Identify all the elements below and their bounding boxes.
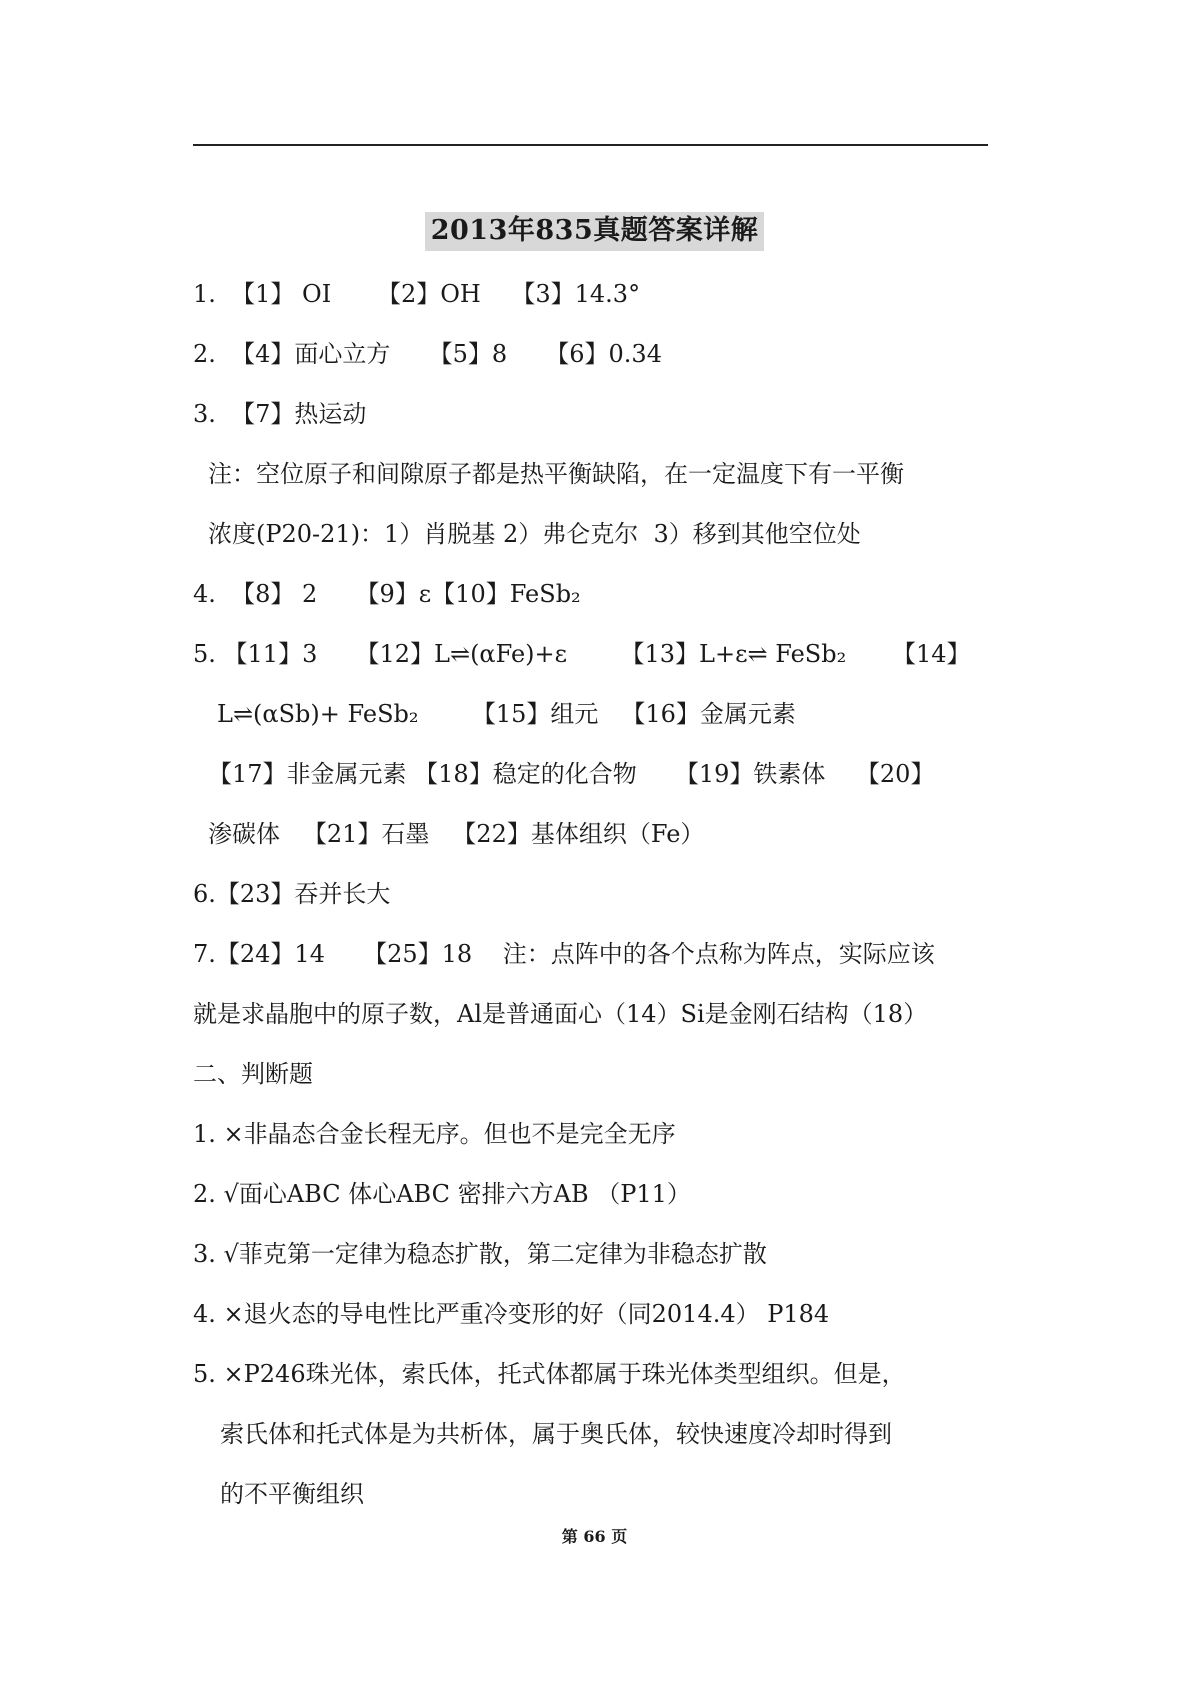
section-heading-judgement: 二、判断题 [193, 1060, 313, 1088]
note-line-2: 浓度(P20-21)：1）肖脱基 2）弗仑克尔 3）移到其他空位处 [208, 520, 861, 548]
judgement-line-1: 1. ×非晶态合金长程无序。但也不是完全无序 [193, 1120, 676, 1148]
answer-line-7b: 就是求晶胞中的原子数，Al是普通面心（14）Si是金刚石结构（18） [193, 1000, 928, 1028]
judgement-line-5c: 的不平衡组织 [220, 1480, 364, 1508]
answer-line-6: 6.【23】吞并长大 [193, 880, 391, 908]
judgement-line-5b: 索氏体和托式体是为共析体，属于奥氏体，较快速度冷却时得到 [220, 1420, 892, 1448]
judgement-line-4: 4. ×退火态的导电性比严重冷变形的好（同2014.4） P184 [193, 1300, 830, 1328]
answer-line-5: 5. 【11】3 【12】L⇌(αFe)+ε 【13】L+ε⇌ FeSb₂ 【14】 [193, 640, 971, 668]
answer-line-2: 2. 【4】面心立方 【5】8 【6】0.34 [193, 340, 662, 368]
judgement-line-2: 2. √面心ABC 体心ABC 密排六方AB （P11） [193, 1180, 691, 1208]
answer-line-5d: 渗碳体 【21】石墨 【22】基体组织（Fe） [208, 820, 705, 848]
answer-line-5b: L⇌(αSb)+ FeSb₂ 【15】组元 【16】金属元素 [217, 700, 796, 728]
page-number: 第 66 页 [561, 1527, 628, 1546]
note-line-1: 注：空位原子和间隙原子都是热平衡缺陷，在一定温度下有一平衡 [208, 460, 904, 488]
answer-line-4: 4. 【8】 2 【9】ε【10】FeSb₂ [193, 580, 581, 608]
page-title: 2013年835真题答案详解 [0, 208, 1189, 247]
answer-line-5c: 【17】非金属元素 【18】稳定的化合物 【19】铁素体 【20】 [208, 760, 935, 788]
answer-line-3: 3. 【7】热运动 [193, 400, 367, 428]
answer-line-7: 7.【24】14 【25】18 注：点阵中的各个点称为阵点，实际应该 [193, 940, 935, 968]
answer-line-1: 1. 【1】 OI 【2】OH 【3】14.3° [193, 280, 641, 308]
judgement-line-3: 3. √菲克第一定律为稳态扩散，第二定律为非稳态扩散 [193, 1240, 767, 1268]
judgement-line-5: 5. ×P246珠光体，索氏体，托式体都属于珠光体类型组织。但是， [193, 1360, 906, 1388]
header-rule [193, 144, 988, 146]
